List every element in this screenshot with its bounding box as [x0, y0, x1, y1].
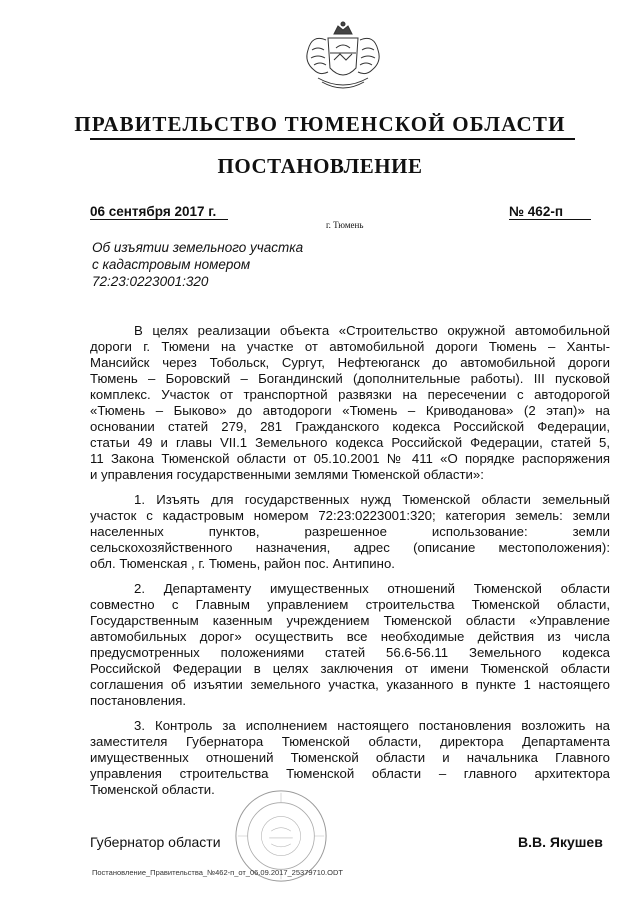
text-line: заместителя Губернатора Тюменской области, директора Департамента	[90, 734, 610, 749]
document-subject	[92, 239, 303, 290]
text-line: сельскохозяйственного назначения, адрес (описание местоположения):	[90, 540, 610, 555]
text-line: 2. Департаменту имущественных отношений Тюменской области	[134, 581, 610, 596]
text-line: В целях реализации объекта «Строительство окружной автомобильной	[134, 323, 610, 338]
text-line: 11 Закона Тюменской области от 05.10.2001 № 411 «О порядке распоряжения	[90, 451, 610, 466]
text-line: основании статей 279, 281 Гражданского кодекса Российской Федерации,	[90, 419, 610, 434]
subject-line: 72:23:0223001:320	[92, 274, 209, 289]
signatory-name: В.В. Якушев	[518, 834, 603, 850]
text-line: Российской Федерации в целях заключения от имени Тюменской области	[90, 661, 610, 676]
text-line: и управления государственными землями Тюменской области»:	[90, 467, 484, 482]
text-line: обл. Тюменская , г. Тюмень, район пос. Антипино.	[90, 556, 395, 571]
signatory-title: Губернатор области	[90, 834, 221, 850]
clause-2-paragraph	[90, 581, 610, 709]
text-line: Государственным казенным учреждением Тюменской области «Управление	[90, 613, 610, 628]
text-line: «Тюмень – Быково» до автодороги «Тюмень – Криводанова» (2 этап)» на	[90, 403, 610, 418]
city-label: г. Тюмень	[326, 220, 364, 230]
text-line: Мансийск через Тобольск, Сургут, Нефтеюганск до автомобильной дороги	[90, 355, 610, 370]
subject-line: с кадастровым номером	[92, 257, 251, 272]
text-line: 1. Изъять для государственных нужд Тюменской области земельный	[134, 492, 610, 507]
text-line: участок с кадастровым номером 72:23:0223001:320; категория земель: земли	[90, 508, 610, 523]
text-line: Тюменской области.	[90, 782, 215, 797]
text-line: управления строительства Тюменской области – главного архитектора	[90, 766, 610, 781]
document-type: ПОСТАНОВЛЕНИЕ	[217, 154, 423, 178]
text-line: комплекс. Участок от транспортной развязки на пересечении с автодорогой	[90, 387, 610, 402]
subject-line: Об изъятии земельного участка	[92, 240, 304, 255]
document-number: № 462-п	[509, 204, 591, 220]
text-line: автомобильных дорог» осуществить все необходимые действия из числа	[90, 629, 610, 644]
text-line: дороги г. Тюмени на участке от автомобильной дороги Тюмень – Ханты-	[90, 339, 610, 354]
coat-of-arms-icon	[298, 20, 388, 100]
text-line: соглашения об изъятии земельного участка, указанного в пункте 1 настоящего	[90, 677, 610, 692]
text-line: совместно с Главным управлением строительства Тюменской области,	[90, 597, 610, 612]
text-line: Тюмень – Боровский – Богандинский (дополнительные работы). III пусковой	[90, 371, 610, 386]
preamble-paragraph	[90, 323, 610, 483]
text-line: постановления.	[90, 693, 187, 708]
text-line: 3. Контроль за исполнением настоящего постановления возложить на	[134, 718, 610, 733]
text-line: предусмотренных положениями статей 56.6-56.11 Земельного кодекса	[90, 645, 610, 660]
header-rule	[90, 138, 575, 140]
government-title: ПРАВИТЕЛЬСТВО ТЮМЕНСКОЙ ОБЛАСТИ	[74, 112, 566, 136]
text-line: имущественных отношений Тюменской области и начальника Главного	[90, 750, 610, 765]
document-date: 06 сентября 2017 г.	[90, 204, 228, 220]
text-line: статьи 49 и главы VII.1 Земельного кодекса Российской Федерации, статей 5,	[90, 435, 610, 450]
clause-1-paragraph	[90, 492, 610, 572]
document-body	[90, 323, 610, 807]
file-footer: Постановление_Правительства_№462-п_от_06.09.2017_25379710.ODT	[92, 868, 343, 877]
clause-3-paragraph	[90, 718, 610, 798]
text-line: населенных пунктов, разрешенное использование: земли	[90, 524, 610, 539]
